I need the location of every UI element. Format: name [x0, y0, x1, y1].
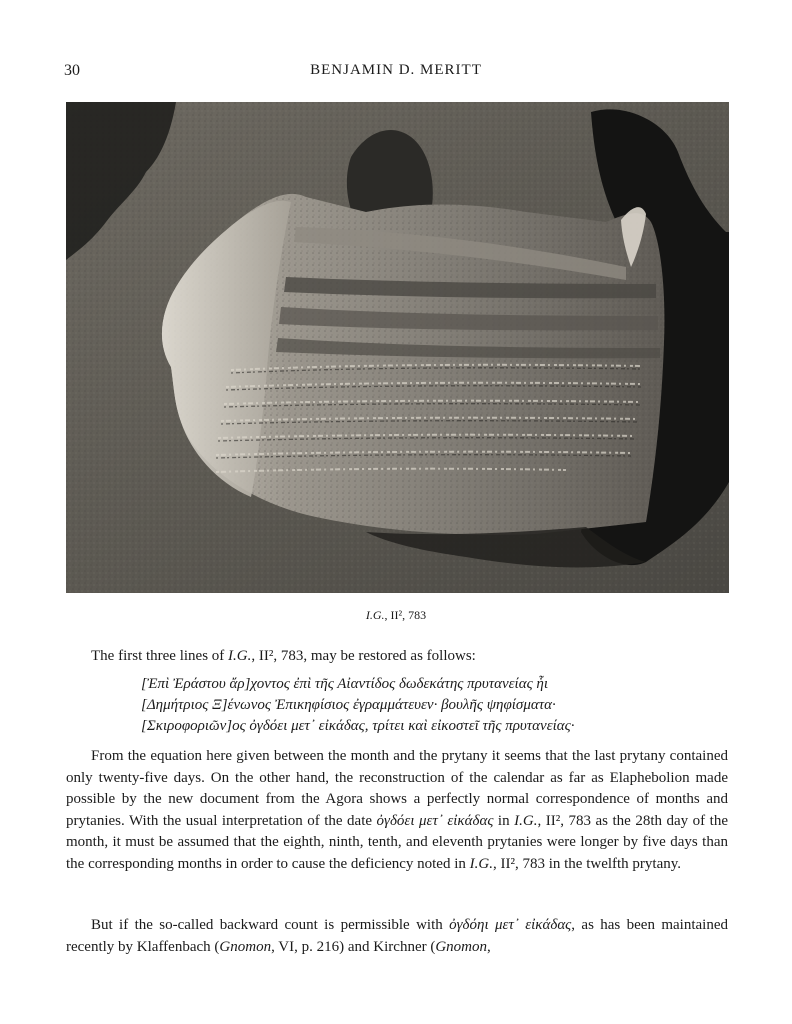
reference: I.G.	[469, 855, 493, 872]
paragraph-text: But if the so-called backward count is permissible with	[91, 917, 450, 933]
greek-restoration	[141, 674, 741, 737]
greek-phrase: ὀγδόηι μετ᾽ εἰκάδας	[449, 917, 572, 933]
page-number: 30	[64, 62, 80, 79]
journal-title: Gnomon	[435, 938, 488, 955]
intro-paragraph	[66, 646, 728, 668]
caption-reference: I.G.	[365, 608, 385, 622]
figure-caption	[0, 608, 792, 623]
intro-text: The first three lines of	[91, 648, 229, 664]
paragraph-text: , II², 783 as the 28th day of the month, it must be assumed that the eighth, ninth, tenth, and eleventh prytanies were longer by five days than the corresponding months in order to cause the deficiency noted in	[66, 812, 728, 872]
paragraph-text: , II², 783 in the twelfth prytany.	[492, 855, 682, 872]
caption-text: , II², 783	[384, 608, 427, 622]
inscription-photograph	[66, 102, 729, 593]
greek-line: [Δημήτριος Ξ]ένωνος Ἐπικηφίσιος ἐγραμμάτευεν· βουλῆς ψηφίσματα·	[141, 697, 556, 713]
greek-line: [Ἐπὶ Ἐράστου ἄρ]χοντος ἐπὶ τῆς Αἰαντίδος δωδεκάτης πρυτανείας ἧι	[141, 676, 549, 692]
running-head: BENJAMIN D. MERITT	[310, 62, 482, 78]
body-paragraph	[66, 915, 728, 958]
paragraph-text: in	[493, 812, 515, 829]
paragraph-text: , as has been maintained recently by Klaffenbach (	[66, 917, 728, 955]
reference: I.G.	[514, 812, 538, 829]
greek-phrase: ὀγδόει μετ᾽ εἰκάδας	[376, 812, 494, 829]
paragraph-text: From the equation here given between the month and the prytany it seems that the last prytany contained only twenty-five days. On the other hand, the reconstruction of the calendar as far as Elaphebolion made possible by the new document from the Agora shows a perfectly normal correspondence of months and prytanies. With the usual interpretation of the date	[66, 748, 728, 829]
paragraph-text: ,	[487, 938, 491, 955]
intro-text-end: , II², 783, may be restored as follows:	[251, 648, 476, 664]
greek-line: [Σκιροφοριῶν]ος ὀγδόει μετ᾽ εἰκάδας, τρίτει καὶ εἰκοστεῖ τῆς πρυτανείας·	[141, 718, 575, 734]
paragraph-text: , VI, p. 216) and Kirchner (	[271, 938, 436, 955]
journal-title: Gnomon	[219, 938, 272, 955]
body-paragraph	[66, 746, 728, 875]
intro-reference: I.G.	[228, 648, 252, 664]
